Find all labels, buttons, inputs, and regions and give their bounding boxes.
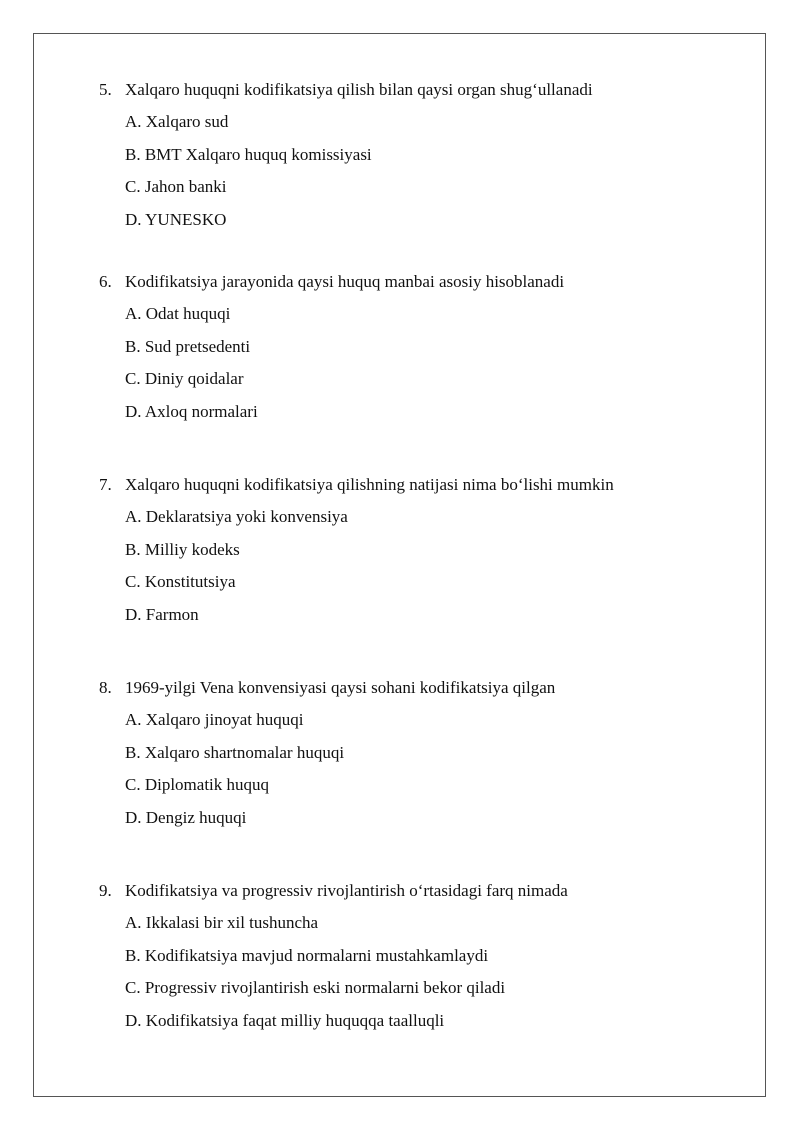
option-a: A. Odat huquqi (125, 304, 231, 323)
question-spacer (99, 236, 739, 266)
option-d: D. YUNESKO (125, 209, 227, 229)
option-b: B. Sud pretsedenti (125, 336, 251, 356)
question-number: 9. (99, 881, 112, 900)
question-text: 1969-yilgi Vena konvensiyasi qaysi sohani kodifikatsiya qilgan (125, 678, 556, 697)
question-7 (99, 469, 739, 631)
question-text-line (99, 266, 739, 298)
question-number: 6. (99, 272, 112, 291)
option-a: A. Deklaratsiya yoki konvensiya (125, 507, 348, 526)
option-c: C. Diplomatik huquq (125, 775, 270, 794)
option-d: D. Dengiz huquqi (125, 807, 247, 827)
question-number: 7. (99, 475, 112, 494)
option-b: B. Kodifikatsiya mavjud normalarni mustahkamlaydi (125, 945, 489, 965)
option-c: C. Jahon banki (125, 177, 227, 196)
option-d: D. Farmon (125, 604, 199, 624)
question-text: Kodifikatsiya va progressiv rivojlantirish o‘rtasidagi farq nimada (125, 881, 568, 900)
question-text: Kodifikatsiya jarayonida qaysi huquq manbai asosiy hisoblanadi (125, 272, 565, 291)
question-text: Xalqaro huquqni kodifikatsiya qilish bilan qaysi organ shug‘ullanadi (125, 80, 593, 99)
question-text-line (99, 875, 739, 907)
option-a: A. Xalqaro jinoyat huquqi (125, 710, 304, 729)
option-a: A. Xalqaro sud (125, 112, 229, 131)
question-6 (99, 266, 739, 428)
option-b: B. BMT Xalqaro huquq komissiyasi (125, 144, 372, 164)
option-c: C. Diniy qoidalar (125, 369, 244, 388)
question-spacer (99, 428, 739, 469)
option-b: B. Xalqaro shartnomalar huquqi (125, 742, 345, 762)
question-8 (99, 672, 739, 834)
question-5 (99, 74, 739, 236)
question-number: 5. (99, 80, 112, 99)
question-text: Xalqaro huquqni kodifikatsiya qilishning natijasi nima bo‘lishi mumkin (125, 475, 614, 494)
option-b: B. Milliy kodeks (125, 539, 240, 559)
question-text-line (99, 74, 739, 106)
question-spacer (99, 631, 739, 672)
option-c: C. Progressiv rivojlantirish eski normalarni bekor qiladi (125, 978, 506, 997)
question-9 (99, 875, 739, 1037)
option-a: A. Ikkalasi bir xil tushuncha (125, 913, 319, 932)
question-text-line (99, 672, 739, 704)
question-number: 8. (99, 678, 112, 697)
option-d: D. Axloq normalari (125, 401, 258, 421)
question-text-line (99, 469, 739, 501)
question-list (99, 74, 739, 1037)
question-spacer (99, 834, 739, 875)
option-d: D. Kodifikatsiya faqat milliy huquqqa taalluqli (125, 1010, 445, 1030)
option-c: C. Konstitutsiya (125, 572, 236, 591)
